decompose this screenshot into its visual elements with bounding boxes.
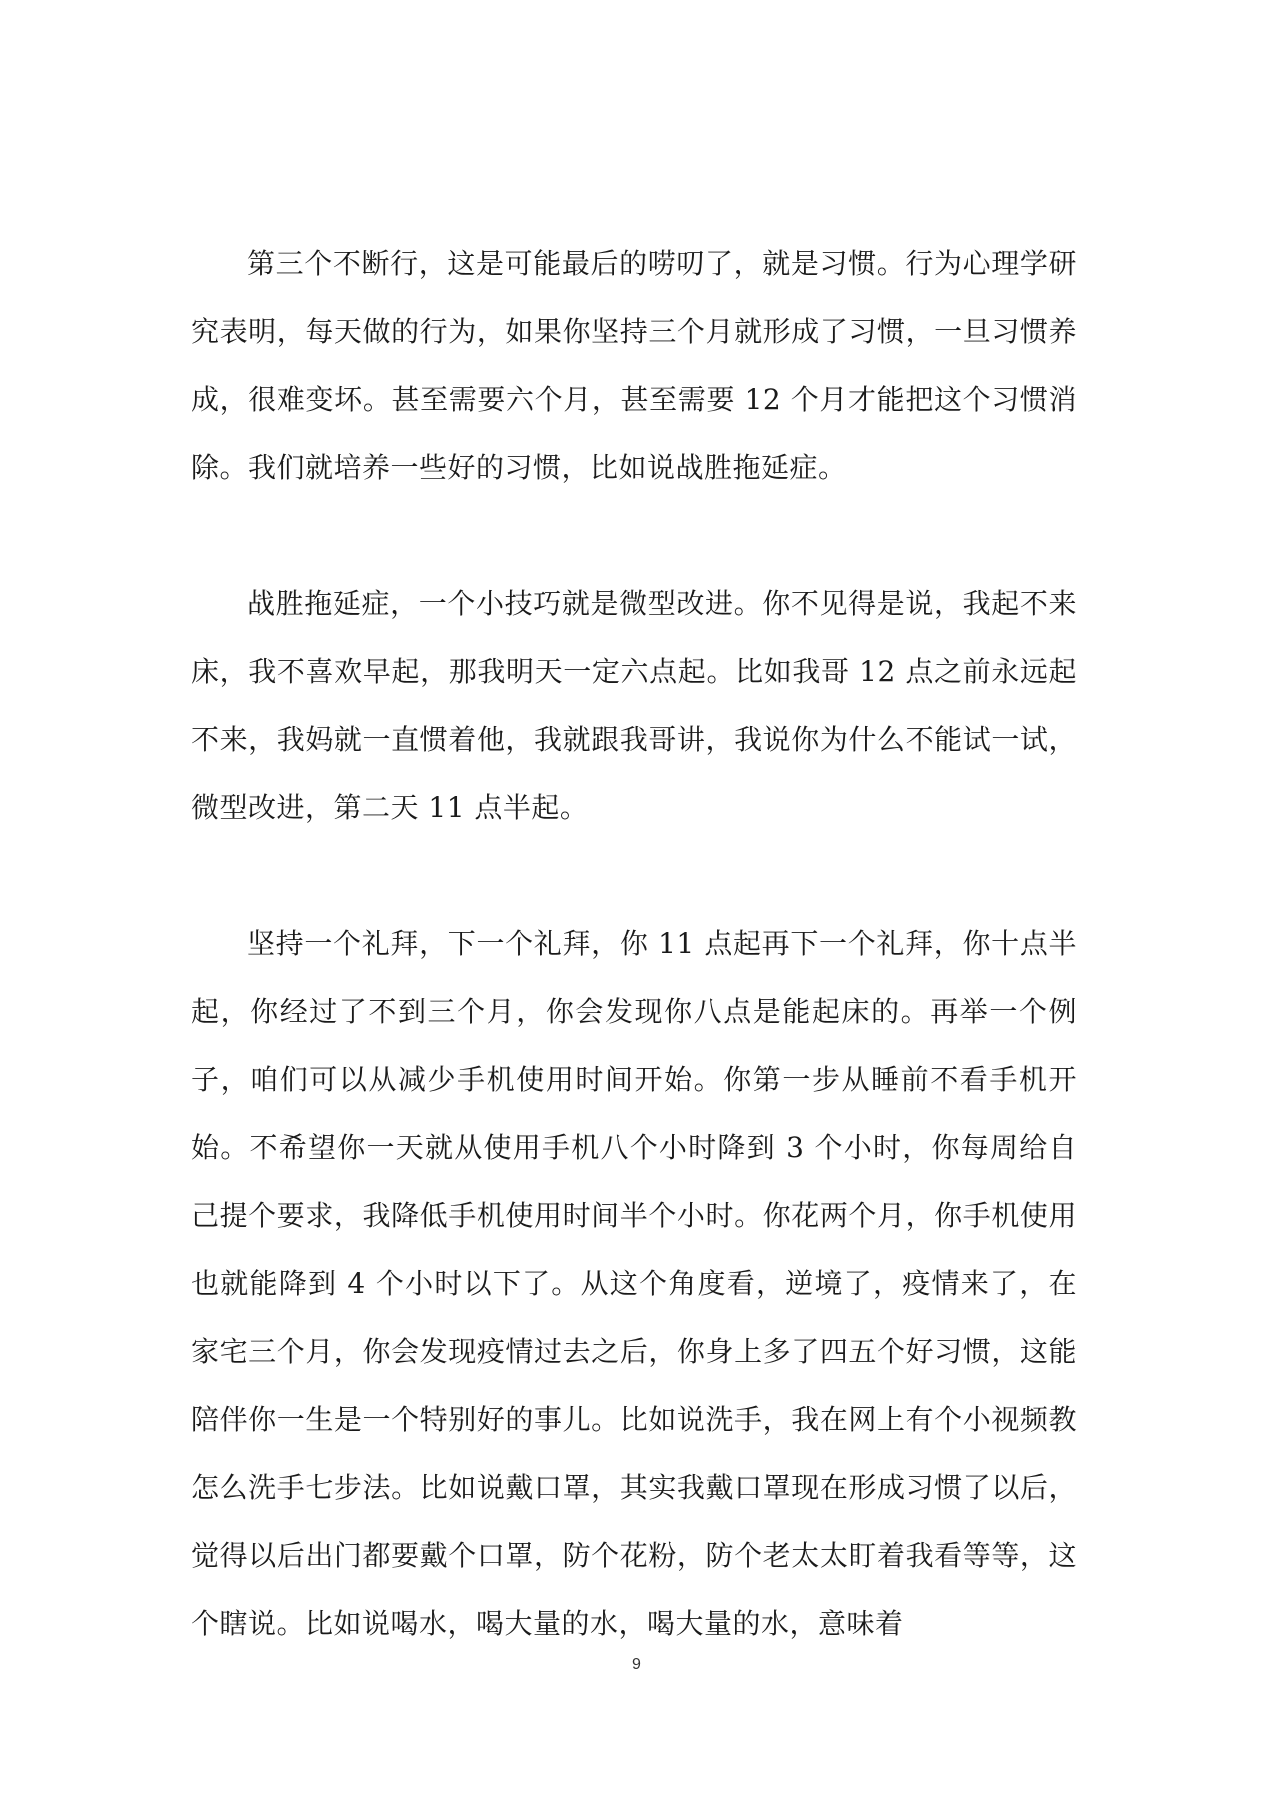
paragraph-3: 坚持一个礼拜，下一个礼拜，你 11 点起再下一个礼拜，你十点半起，你经过了不到三个月，你会发现你八点是能起床的。再举一个例子，咱们可以从减少手机使用时间开始。你第一步从睡前不看手机开始。不希望你一天就从使用手机八个小时降到 3 个小时，你每周给自己提个要求，我降低手机使用时间半个小时。你花两个月，你手机使用也就能降到 4 个小时以下了。从这个角度看，逆境了，疫情来了，在家宅三个月，你会发现疫情过去之后，你身上多了四五个好习惯，这能陪伴你一生是一个特别好的事儿。比如说洗手，我在网上有个小视频教怎么洗手七步法。比如说戴口罩，其实我戴口罩现在形成习惯了以后，觉得以后出门都要戴个口罩，防个花粉，防个老太太盯着我看等等，这个瞎说。比如说喝水，喝大量的水，喝大量的水，意味着 <box>191 927 1077 1640</box>
paragraph-1: 第三个不断行，这是可能最后的唠叨了，就是习惯。行为心理学研究表明，每天做的行为，如果你坚持三个月就形成了习惯，一旦习惯养成，很难变坏。甚至需要六个月，甚至需要 12 个月才能把这个习惯消除。我们就培养一些好的习惯，比如说战胜拖延症。 <box>191 247 1077 484</box>
document-body <box>191 230 1077 1658</box>
page-number: 9 <box>632 1656 641 1673</box>
paragraph-2: 战胜拖延症，一个小技巧就是微型改进。你不见得是说，我起不来床，我不喜欢早起，那我明天一定六点起。比如我哥 12 点之前永远起不来，我妈就一直惯着他，我就跟我哥讲，我说你为什么不能试一试，微型改进，第二天 11 点半起。 <box>191 587 1077 824</box>
